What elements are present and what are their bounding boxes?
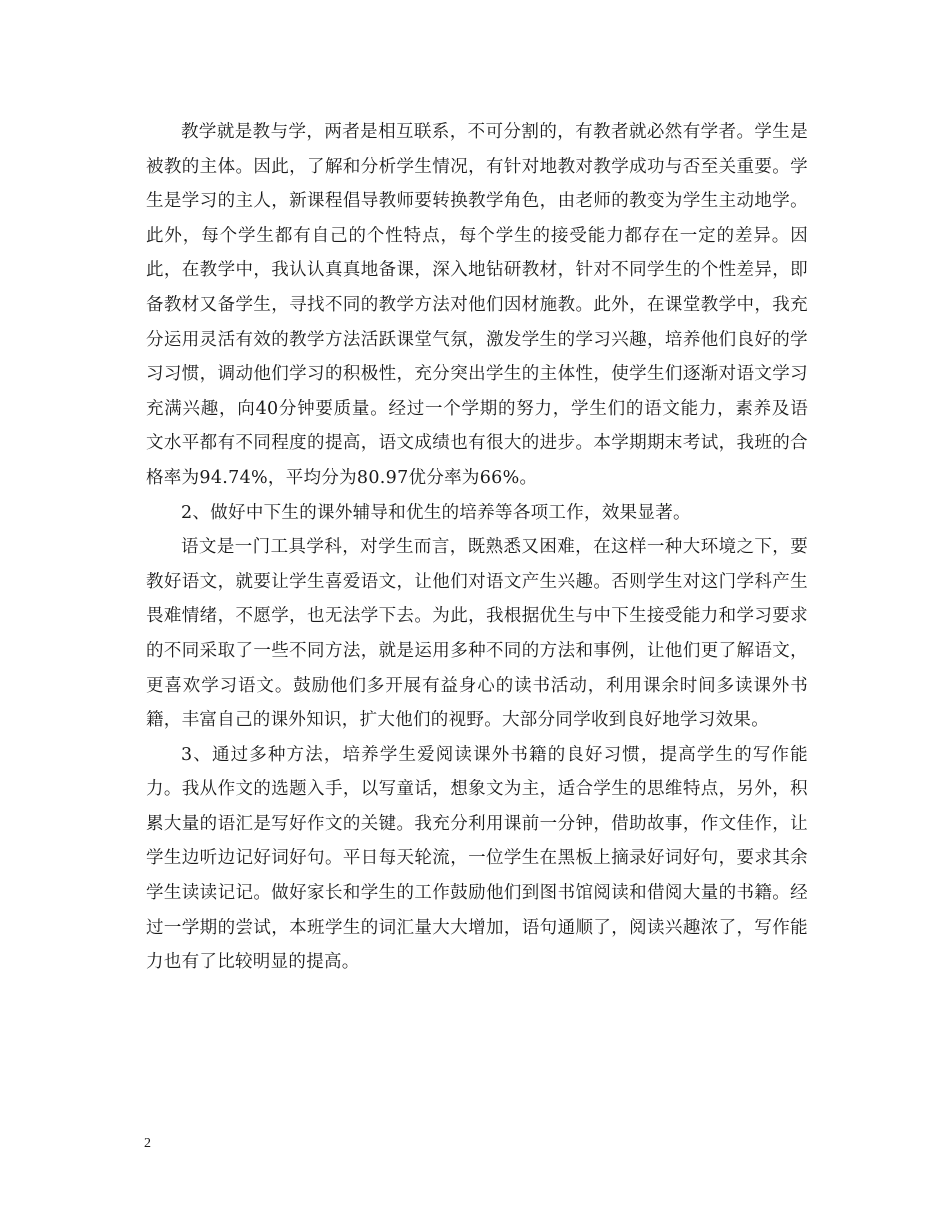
document-body <box>146 115 808 980</box>
paragraph-tutoring-details: 语文是一门工具学科，对学生而言，既熟悉又困难，在这样一种大环境之下，要教好语文，就要让学生喜爱语文，让他们对语文产生兴趣。否则学生对这门学科产生畏难情绪，不愿学，也无法学下去。为此，我根据优生与中下生接受能力和学习要求的不同采取了一些不同方法，就是运用多种不同的方法和事例，让他们更了解语文，更喜欢学习语文。鼓励他们多开展有益身心的读书活动，利用课余时间多读课外书籍，丰富自己的课外知识，扩大他们的视野。大部分同学收到良好地学习效果。 <box>146 537 808 731</box>
paragraph-item-3-reading-writing: 3、通过多种方法，培养学生爱阅读课外书籍的良好习惯，提高学生的写作能力。我从作文的选题入手，以写童话，想象文为主，适合学生的思维特点，另外，积累大量的语汇是写好作文的关键。我充分利用课前一分钟，借助故事，作文佳作，让学生边听边记好词好句。平日每天轮流，一位学生在黑板上摘录好词好句，要求其余学生读读记记。做好家长和学生的工作鼓励他们到图书馆阅读和借阅大量的书籍。经过一学期的尝试，本班学生的词汇量大大增加，语句通顺了，阅读兴趣浓了，写作能力也有了比较明显的提高。 <box>146 744 808 973</box>
page-number: 2 <box>144 1136 151 1151</box>
paragraph-teaching-approach: 教学就是教与学，两者是相互联系，不可分割的，有教者就必然有学者。学生是被教的主体。因此，了解和分析学生情况，有针对地教对教学成功与否至关重要。学生是学习的主人，新课程倡导教师要转换教学角色，由老师的教变为学生主动地学。此外，每个学生都有自己的个性特点，每个学生的接受能力都存在一定的差异。因此，在教学中，我认认真真地备课，深入地钻研教材，针对不同学生的个性差异，即备教材又备学生，寻找不同的教学方法对他们因材施教。此外，在课堂教学中，我充分运用灵活有效的教学方法活跃课堂气氛，激发学生的学习兴趣，培养他们良好的学习习惯，调动他们学习的积极性，充分突出学生的主体性，使学生们逐渐对语文学习充满兴趣，向40分钟要质量。经过一个学期的努力，学生们的语文能力，素养及语文水平都有不同程度的提高，语文成绩也有很大的进步。本学期期末考试，我班的合格率为94.74%，平均分为80.97优分率为66%。 <box>146 122 808 488</box>
paragraph-item-2-heading: 2、做好中下生的课外辅导和优生的培养等各项工作，效果显著。 <box>181 502 691 523</box>
